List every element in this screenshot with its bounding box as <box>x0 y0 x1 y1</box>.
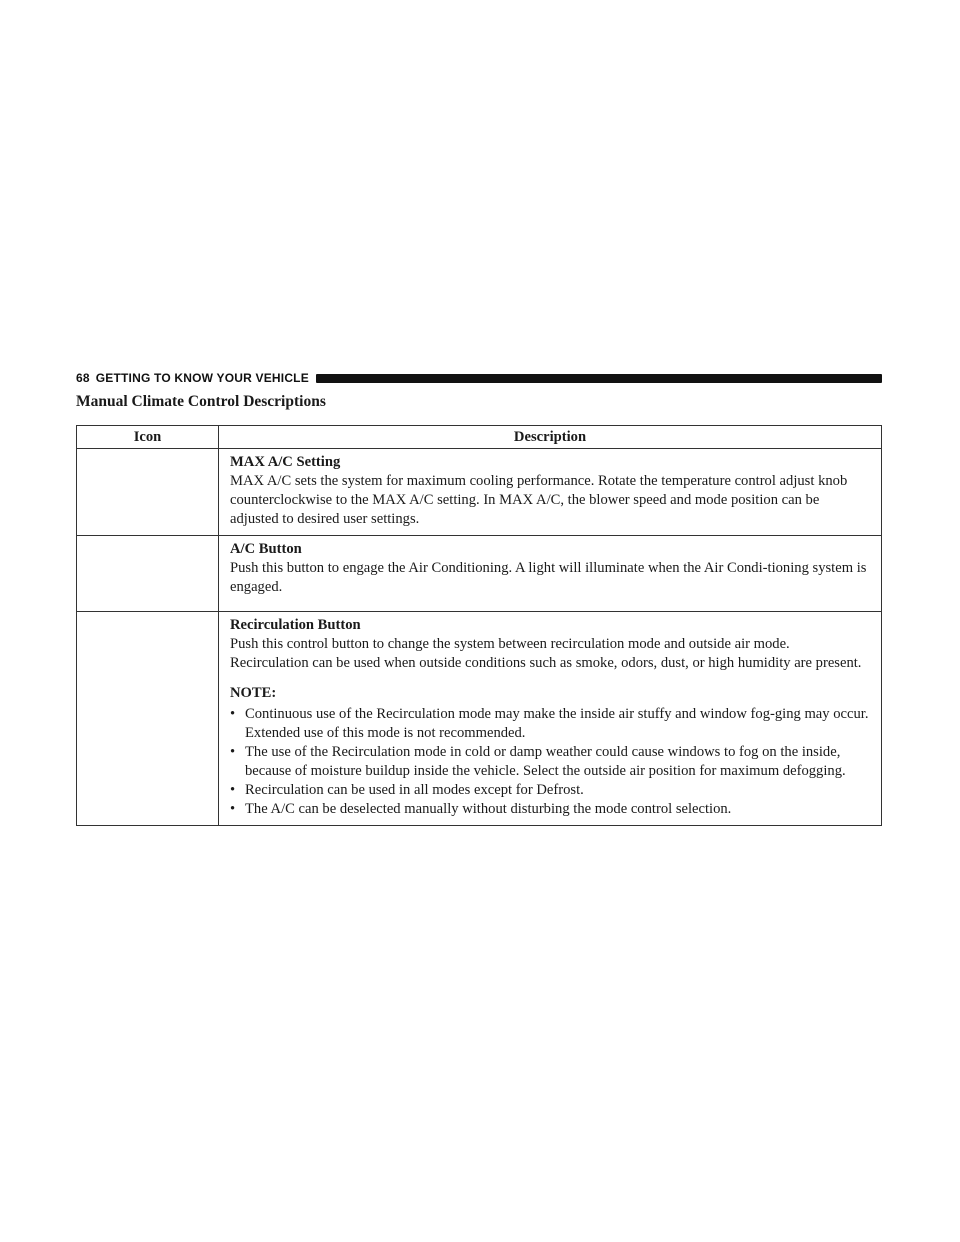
table-row-max-ac <box>77 449 882 536</box>
note-text: The A/C can be deselected manually without disturbing the mode control selection. <box>245 801 732 817</box>
table-row-recirculation <box>77 612 882 826</box>
note-text: Continuous use of the Recirculation mode may make the inside air stuffy and window fog-ging may occur. Extended use of this mode is not recommended. <box>245 706 869 741</box>
row-title: A/C Button <box>230 541 302 557</box>
bullet-icon: • <box>230 782 236 798</box>
recirculation-description <box>219 612 882 826</box>
max-ac-icon-cell <box>77 449 219 536</box>
note-item <box>230 743 871 781</box>
note-label: NOTE: <box>230 685 277 701</box>
row-title: MAX A/C Setting <box>230 454 341 470</box>
page-number: 68 <box>76 371 90 385</box>
row-body: MAX A/C sets the system for maximum cooling performance. Rotate the temperature control adjust knob counterclockwise to the MAX A/C setting. In MAX A/C, the blower speed and mode position can be adjusted to desired user settings. <box>230 473 848 527</box>
section-title: GETTING TO KNOW YOUR VEHICLE <box>95 371 309 385</box>
table-row-ac-button <box>77 536 882 612</box>
ac-button-description <box>219 536 882 612</box>
header-rule <box>316 374 882 383</box>
row-title: Recirculation Button <box>230 617 361 633</box>
ac-button-icon-cell <box>77 536 219 612</box>
note-text: Recirculation can be used in all modes except for Defrost. <box>245 782 584 798</box>
document-heading: Manual Climate Control Descriptions <box>76 393 326 410</box>
recirculation-icon-cell <box>77 612 219 826</box>
note-text: The use of the Recirculation mode in cold or damp weather could cause windows to fog on the inside, because of moisture buildup inside the vehicle. Select the outside air position for maximum defogging. <box>245 744 846 779</box>
climate-control-table <box>76 425 882 826</box>
note-item <box>230 800 871 819</box>
icon-column-header: Icon <box>77 426 219 449</box>
row-body: Push this control button to change the system between recirculation mode and outside air mode. Recirculation can be used when outside conditions such as smoke, odors, dust, or high humidity are present. <box>230 636 862 671</box>
bullet-icon: • <box>230 801 236 817</box>
page-header <box>76 370 882 386</box>
note-list <box>230 705 871 819</box>
max-ac-description <box>219 449 882 536</box>
note-item <box>230 781 871 800</box>
bullet-icon: • <box>230 706 236 722</box>
note-item <box>230 705 871 743</box>
row-body: Push this button to engage the Air Conditioning. A light will illuminate when the Air Condi-tioning system is engaged. <box>230 560 867 595</box>
table-header-row <box>77 426 882 449</box>
description-column-header: Description <box>219 426 882 449</box>
bullet-icon: • <box>230 744 236 760</box>
